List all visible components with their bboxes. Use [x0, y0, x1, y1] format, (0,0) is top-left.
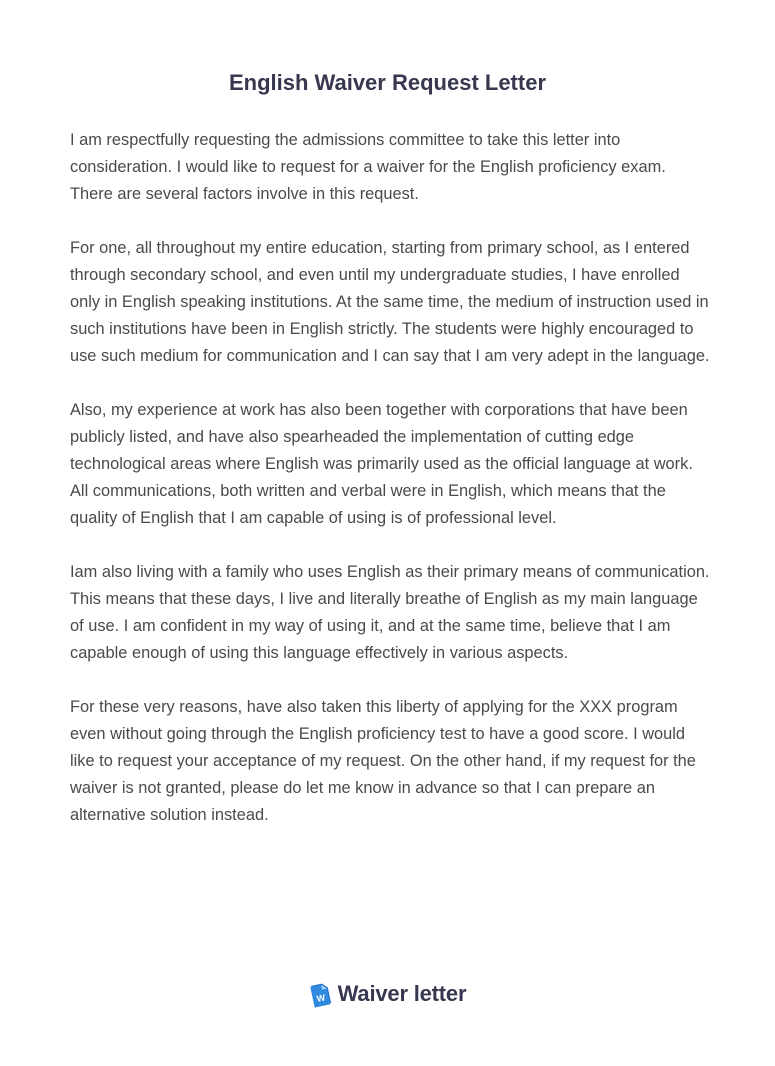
brand-logo	[309, 980, 467, 1008]
logo-text: Waiver letter	[337, 981, 467, 1006]
svg-text:W: W	[315, 992, 326, 1004]
letter-body	[70, 127, 710, 856]
document-w-icon	[309, 980, 333, 1008]
paragraph-intro: I am respectfully requesting the admissions committee to take this letter into consideration. I would like to request for a waiver for the English proficiency exam. There are several factors involve in this request.	[70, 131, 666, 203]
paragraph-work-experience: Also, my experience at work has also been together with corporations that have been publicly listed, and have also spearheaded the implementation of cutting edge technological areas where English was primarily used as the official language at work. All communications, both written and verbal were in English, which means that the quality of English that I am capable of using is of professional level.	[70, 401, 693, 527]
footer-logo	[0, 980, 775, 1008]
paragraph-education: For one, all throughout my entire education, starting from primary school, as I entered through secondary school, and even until my undergraduate studies, I have enrolled only in English speaking institutions. At the same time, the medium of instruction used in such institutions have been in English strictly. The students were highly encouraged to use such medium for communication and I can say that I am very adept in the language.	[70, 239, 710, 365]
paragraph-family: Iam also living with a family who uses English as their primary means of communication. This means that these days, I live and literally breathe of English as my main language of use. I am confident in my way of using it, and at the same time, believe that I am capable enough of using this language effectively in various aspects.	[70, 563, 710, 662]
letter-title: English Waiver Request Letter	[228, 70, 547, 95]
paragraph-conclusion: For these very reasons, have also taken this liberty of applying for the XXX program even without going through the English proficiency test to have a good score. I would like to request your acceptance of my request. On the other hand, if my request for the waiver is not granted, please do let me know in advance so that I can prepare an alternative solution instead.	[70, 698, 696, 824]
